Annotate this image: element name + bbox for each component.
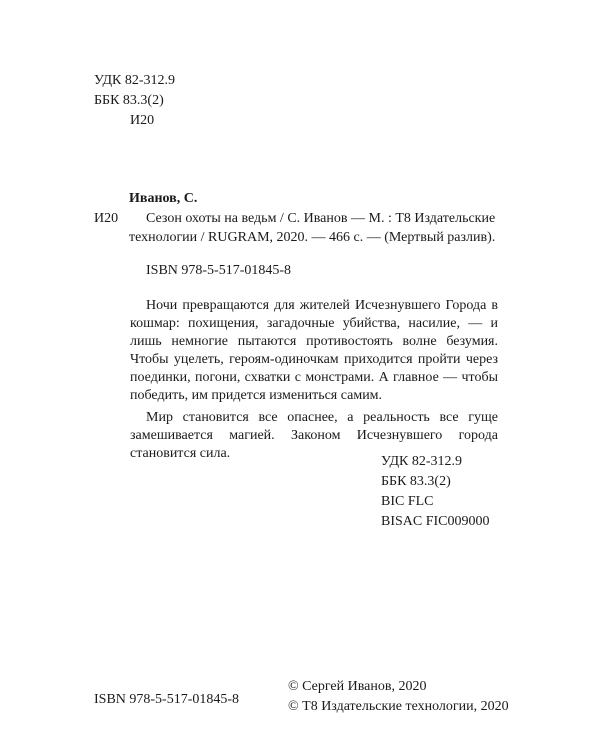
top-author-sign: И20	[130, 113, 155, 128]
right-udk-code: УДК 82-312.9	[381, 454, 463, 469]
annotation-paragraph-2: Мир становится все опаснее, а реальность все гуще замешивается магией. Законом Исчезнувшего города становится сила.	[130, 410, 498, 461]
right-bic-code: BIC FLC	[381, 494, 434, 509]
right-bbk-code: ББК 83.3(2)	[381, 474, 451, 489]
top-bbk-code: ББК 83.3(2)	[94, 93, 164, 108]
entry-isbn: ISBN 978-5-517-01845-8	[146, 263, 292, 278]
copyright-author: © Сергей Иванов, 2020	[288, 679, 427, 694]
author-heading: Иванов, С.	[129, 191, 198, 206]
annotation-paragraph-1: Ночи превращаются для жителей Исчезнувшего Города в кошмар: похищения, загадочные убийства, насилие, — и лишь немногие пытаются противостоять волне безумия. Чтобы уцелеть, героям-одиночкам приходится пройти через поединки, погони, схватки с монстрами. А главное — чтобы победить, им придется измениться самим.	[130, 298, 498, 403]
copyright-publisher: © Т8 Издательские технологии, 2020	[288, 699, 509, 714]
right-bisac-code: BISAC FIC009000	[381, 514, 490, 529]
entry-description-line-1: Сезон охоты на ведьм / С. Иванов — М. : Т8 Издательские	[146, 211, 496, 226]
entry-author-sign: И20	[94, 211, 119, 226]
top-udk-code: УДК 82-312.9	[94, 73, 176, 88]
entry-description-line-2: технологии / RUGRAM, 2020. — 466 с. — (Мертвый разлив).	[129, 230, 496, 245]
footer-isbn: ISBN 978-5-517-01845-8	[94, 692, 240, 707]
